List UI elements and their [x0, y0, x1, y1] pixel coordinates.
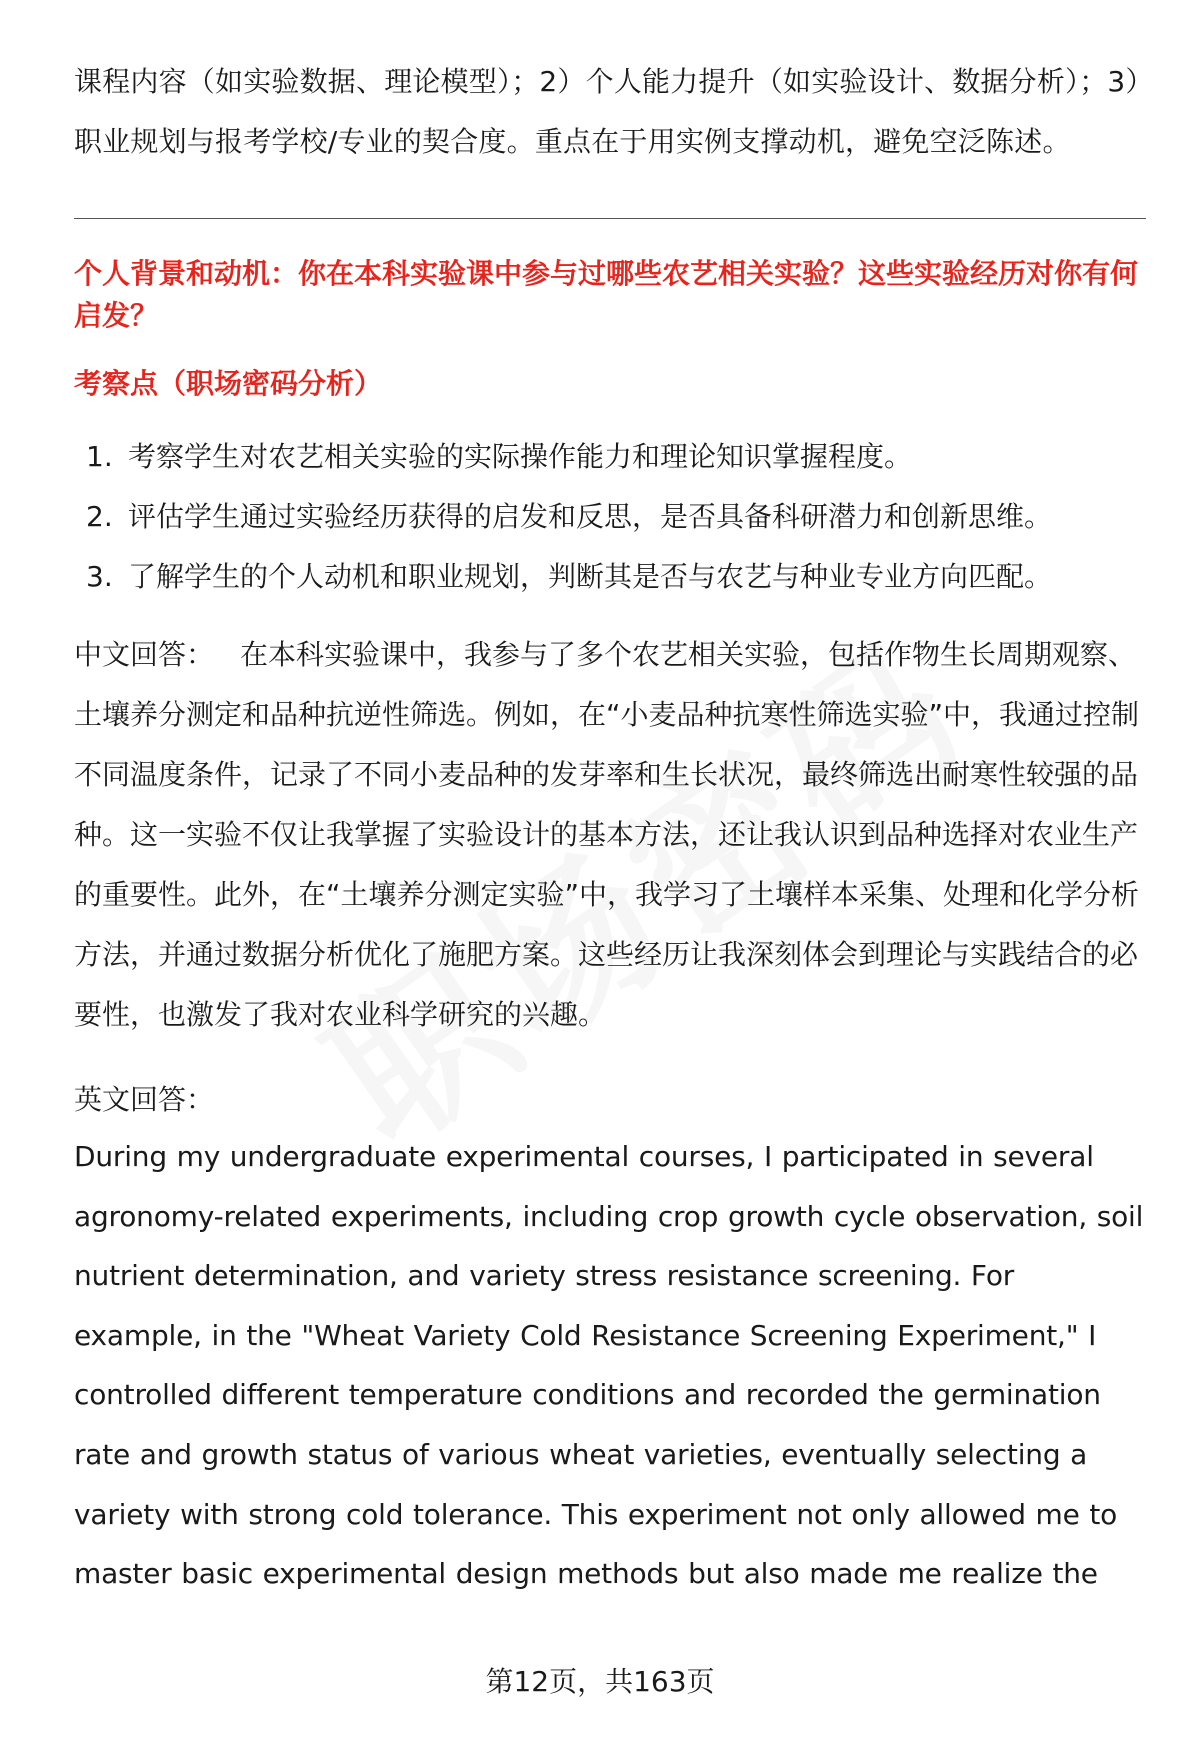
document-page — [74, 52, 1146, 1604]
list-item — [74, 547, 1146, 607]
list-item-text: 了解学生的个人动机和职业规划，判断其是否与农艺与种业专业方向匹配。 — [128, 560, 1053, 593]
chinese-answer-label: 中文回答： — [74, 638, 215, 671]
kaochadian-list — [74, 427, 1146, 607]
section-divider — [74, 218, 1146, 219]
english-answer-label: 英文回答： — [74, 1083, 215, 1116]
page-number-footer: 第12页，共163页 — [485, 1665, 715, 1698]
chinese-answer-text: 在本科实验课中，我参与了多个农艺相关实验，包括作物生长周期观察、土壤养分测定和品种抗逆性筛选。例如，在“小麦品种抗寒性筛选实验”中，我通过控制不同温度条件，记录了不同小麦品种的发芽率和生长状况，最终筛选出耐寒性较强的品种。这一实验不仅让我掌握了实验设计的基本方法，还让我认识到品种选择对农业生产的重要性。此外，在“土壤养分测定实验”中，我学习了土壤样本采集、处理和化学分析方法，并通过数据分析优化了施肥方案。这些经历让我深刻体会到理论与实践结合的必要性，也激发了我对农业科学研究的兴趣。 — [74, 638, 1140, 1031]
question-heading: 个人背景和动机：你在本科实验课中参与过哪些农艺相关实验？这些实验经历对你有何启发？ — [74, 257, 1139, 332]
list-item — [74, 427, 1146, 487]
chinese-answer — [74, 625, 1146, 1045]
kaochadian-heading: 考察点（职场密码分析） — [74, 367, 383, 400]
list-item-text: 评估学生通过实验经历获得的启发和反思，是否具备科研潜力和创新思维。 — [128, 500, 1053, 533]
intro-paragraph: 课程内容（如实验数据、理论模型）；2）个人能力提升（如实验设计、数据分析）；3）职业规划与报考学校/专业的契合度。重点在于用实例支撑动机，避免空泛陈述。 — [74, 65, 1140, 158]
list-item — [74, 487, 1146, 547]
english-answer-text: During my undergraduate experimental courses, I participated in several agronomy-related experiments, including crop growth cycle observation, soil nutrient determination, and variety stress resistance screening. For example, in the "Wheat Variety Cold Resistance Screening Experiment," I controlled different temperature conditions and recorded the germination rate and growth status of various wheat varieties, eventually selecting a variety with strong cold tolerance. This experiment not only allowed me to master basic experimental design methods but also made me realize the — [74, 1140, 1144, 1591]
list-number: 3. — [86, 560, 113, 593]
list-item-text: 考察学生对农艺相关实验的实际操作能力和理论知识掌握程度。 — [128, 440, 913, 473]
list-number: 1. — [86, 440, 113, 473]
list-number: 2. — [86, 500, 113, 533]
